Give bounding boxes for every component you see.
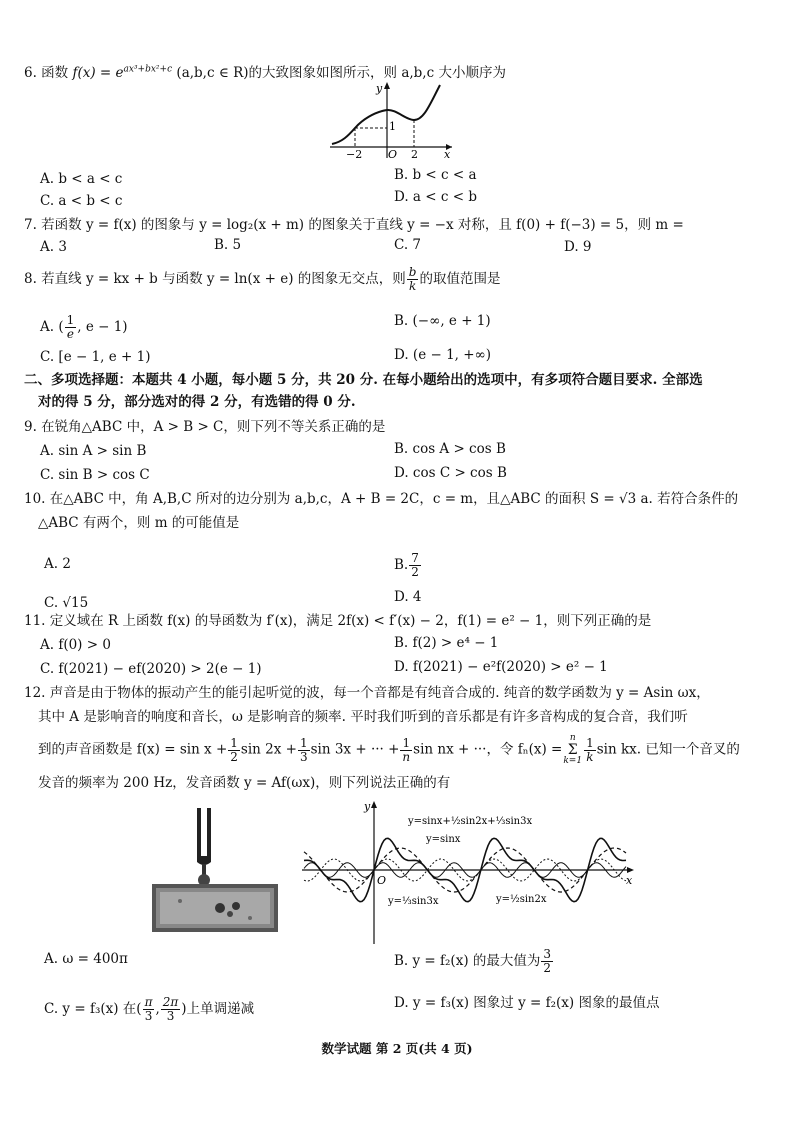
q6-tick-neg: −2 (346, 148, 363, 160)
q12-option-b[interactable]: B. y = f₂(x) 的最大值为 $\frac{3}{2}$ (394, 947, 552, 975)
wave-label-third: y=⅓sin3x (388, 896, 439, 907)
q6-x-label: x (444, 148, 451, 160)
wave-label-half: y=½sin2x (496, 894, 547, 905)
q6-option-b[interactable]: B. b < c < a (394, 167, 477, 183)
q6-tick-y: 1 (389, 120, 396, 133)
q12-line4: 发音的频率为 200 Hz，发音函数 y = Af(ωx)，则下列说法正确的有 (38, 775, 451, 791)
q12-option-a[interactable]: A. ω = 400π (44, 951, 128, 967)
q9-option-a[interactable]: A. sin A > sin B (40, 443, 147, 459)
q9-stem: 9. 在锐角△ABC 中，A > B > C，则下列不等关系正确的是 (24, 419, 386, 435)
q8-option-d[interactable]: D. (e − 1, +∞) (394, 347, 492, 363)
q10-option-a[interactable]: A. 2 (44, 556, 71, 572)
q9-option-b[interactable]: B. cos A > cos B (394, 441, 506, 457)
q11-option-b[interactable]: B. f(2) > e⁴ − 1 (394, 635, 499, 651)
page-footer: 数学试题 第 2 页(共 4 页) (321, 1041, 473, 1056)
q8-option-b[interactable]: B. (−∞, e + 1) (394, 313, 491, 329)
wave-label-sinx: y=sinx (426, 834, 461, 845)
q9-option-d[interactable]: D. cos C > cos B (394, 465, 507, 481)
q7-option-b[interactable]: B. 5 (214, 237, 242, 253)
q11-option-c[interactable]: C. f(2021) − ef(2020) > 2(e − 1) (40, 661, 262, 677)
q8-ratio: $\frac{b}{k}$ (408, 265, 417, 293)
q10-stem-line2: △ABC 有两个，则 m 的可能值是 (38, 515, 240, 531)
q12-line2: 其中 A 是影响音的响度和音长，ω 是影响音的频率. 平时我们听到的音乐都是有许多音构成的复合音，我们听 (38, 709, 688, 725)
wave-label-combined: y=sinx+½sin2x+⅓sin3x (408, 816, 533, 827)
q12-line3: 到的声音函数是 f(x) = sin x + $\frac{1}{2}$ sin 2x + $\frac{1}{3}$ sin 3x + ··· + $\frac{1}{n}$ sin nx + ···，令 fₙ(x) = n Σ k=1 $\frac{1}{k}$ sin kx. 已知一个音叉的 (38, 733, 740, 766)
q10-option-c[interactable]: C. √15 (44, 595, 89, 611)
q12-line1: 12. 声音是由于物体的振动产生的能引起听觉的波，每一个音都是有纯音合成的. 纯音的数学函数为 y = Asin ωx， (24, 685, 710, 701)
q11-option-a[interactable]: A. f(0) > 0 (40, 637, 111, 653)
q6-stem: 6. 函数 $f(x) = e^{ax^3+bx^2+c}$ (a,b,c ∈ R)的大致图象如图所示，则 a,b,c 大小顺序为 (24, 64, 506, 81)
q10-option-b[interactable]: B. $\frac{7}{2}$ (394, 551, 419, 579)
q10-option-d[interactable]: D. 4 (394, 589, 422, 605)
q8-option-a[interactable]: A. ( $\frac{1}{e}$ , e − 1) (40, 313, 128, 341)
wave-x-label: x (626, 874, 633, 887)
q6-option-c[interactable]: C. a < b < c (40, 193, 123, 209)
q7-option-d[interactable]: D. 9 (564, 239, 592, 255)
q6-y-label: y (376, 82, 383, 95)
wave-origin: O (377, 874, 387, 887)
q12-wave-graph (300, 798, 640, 946)
q9-option-c[interactable]: C. sin B > cos C (40, 467, 150, 483)
q8-stem: 8. 若直线 y = kx + b 与函数 y = ln(x + e) 的图象无交点，则 $\frac{b}{k}$ 的取值范围是 (24, 265, 501, 293)
q12-option-c[interactable]: C. y = f₃(x) 在( $\frac{\pi}{3}$ , $\frac{2\pi}{3}$ )上单调递减 (44, 995, 255, 1023)
q8-option-c[interactable]: C. [e − 1, e + 1) (40, 349, 151, 365)
q7-option-c[interactable]: C. 7 (394, 237, 422, 253)
q6-option-d[interactable]: D. a < c < b (394, 189, 477, 205)
q10-stem-line1: 10. 在△ABC 中，角 A,B,C 所对的边分别为 a,b,c，A + B = 2C，c = m，且△ABC 的面积 S = √3 a. 若符合条件的 (24, 491, 739, 507)
q6-graph (330, 80, 455, 160)
section2-line1: 二、多项选择题：本题共 4 小题，每小题 5 分，共 20 分. 在每小题给出的选项中，有多项符合题目要求. 全部选 (24, 372, 703, 388)
q6-tick-pos: 2 (411, 148, 418, 160)
q7-stem: 7. 若函数 y = f(x) 的图象与 y = log₂(x + m) 的图象关于直线 y = −x 对称，且 f(0) + f(−3) = 5，则 m = (24, 217, 684, 233)
section2-line2: 对的得 5 分，部分选对的得 2 分，有选错的得 0 分. (38, 394, 356, 410)
q6-origin: O (388, 148, 398, 160)
q6-option-a[interactable]: A. b < a < c (40, 171, 123, 187)
q11-stem: 11. 定义域在 R 上函数 f(x) 的导函数为 f′(x)，满足 2f(x) < f′(x) − 2，f(1) = e² − 1，则下列正确的是 (24, 613, 652, 629)
q12-option-d[interactable]: D. y = f₃(x) 图象过 y = f₂(x) 图象的最值点 (394, 995, 660, 1011)
wave-y-label: y (364, 800, 371, 813)
tuning-fork-image (150, 806, 280, 936)
q7-option-a[interactable]: A. 3 (40, 239, 67, 255)
q11-option-d[interactable]: D. f(2021) − e²f(2020) > e² − 1 (394, 659, 608, 675)
